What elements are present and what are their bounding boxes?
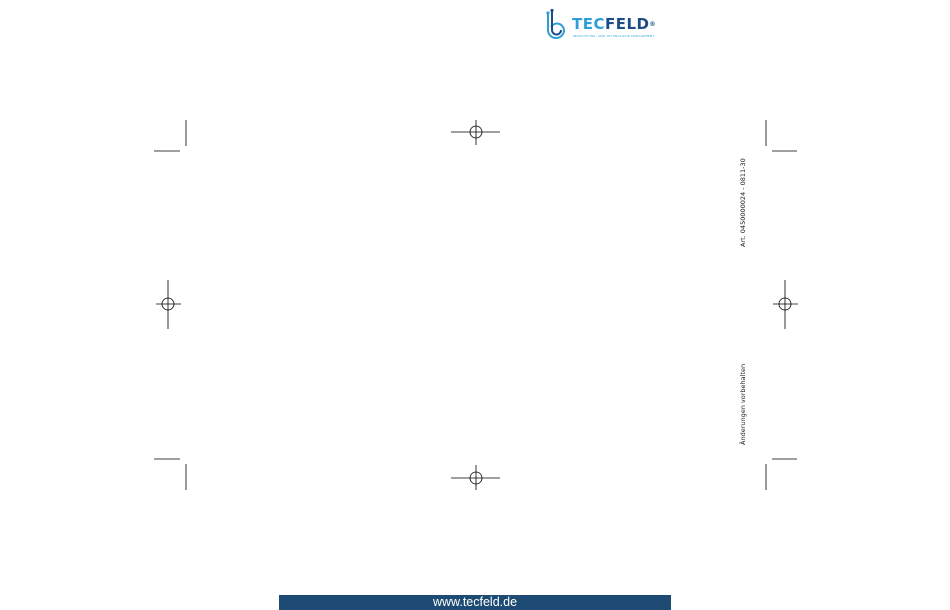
logo-tagline: INNOVATIONS- UND TECHNOLOGIE-MANAGEMENT	[573, 34, 655, 38]
changes-reserved-note: Änderungen vorbehalten	[739, 363, 747, 445]
registered-mark: ®	[649, 21, 657, 28]
article-number: Art. 0450000024 - 0811-30	[739, 158, 747, 247]
logo-word-feld: FELD	[605, 15, 650, 33]
crop-mark-bottom-right	[766, 459, 797, 490]
footer-bar	[279, 595, 671, 610]
website-link[interactable]: www.tecfeld.de	[432, 595, 518, 609]
registration-mark-right	[773, 280, 798, 329]
crop-mark-bottom-left	[154, 459, 186, 490]
crop-mark-top-left	[154, 120, 186, 151]
registration-mark-top	[451, 120, 500, 145]
logo-word-tec: TEC	[572, 15, 605, 33]
registration-mark-left	[156, 280, 181, 329]
crop-mark-top-right	[766, 120, 797, 151]
registration-mark-bottom	[451, 465, 500, 490]
